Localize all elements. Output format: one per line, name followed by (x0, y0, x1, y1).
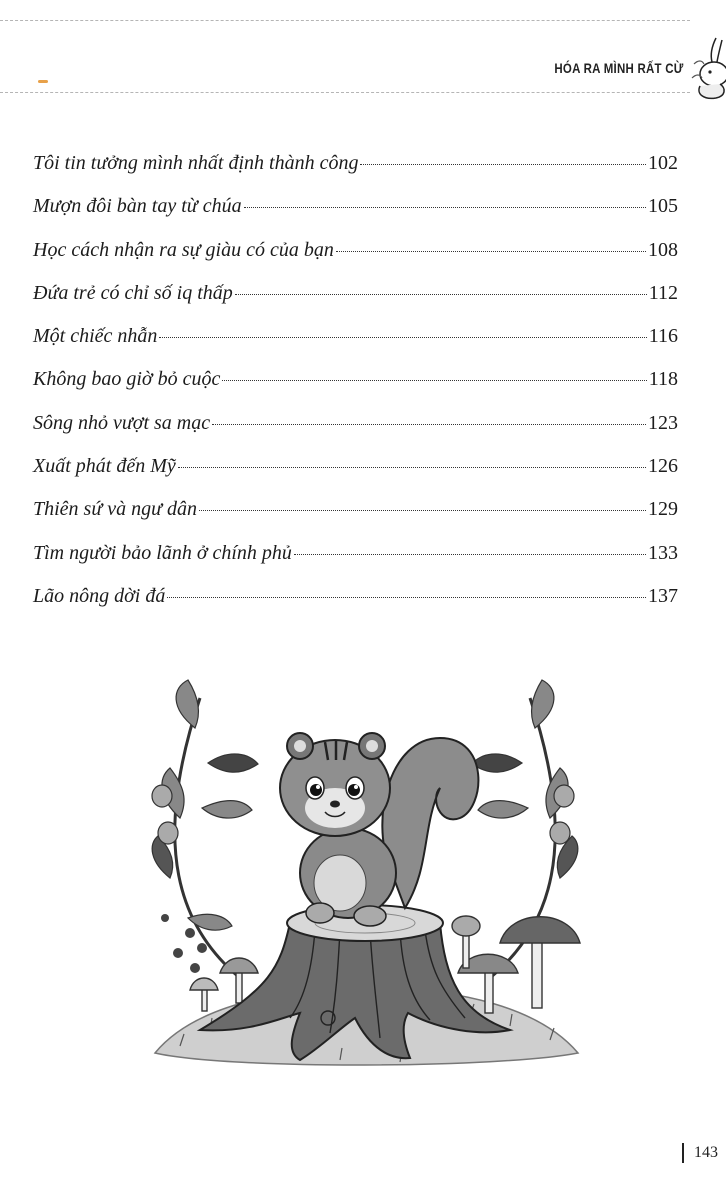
toc-entry (33, 152, 678, 195)
toc-entry-page: 137 (648, 584, 678, 607)
toc-entry-title: Không bao giờ bỏ cuộc (33, 368, 221, 391)
toc-entry (33, 282, 678, 325)
toc-entry (33, 239, 678, 282)
toc-entry-title: Mượn đôi bàn tay từ chúa (33, 195, 242, 218)
folio-divider (682, 1143, 684, 1163)
toc-entry-page: 102 (648, 152, 678, 174)
rabbit-sketch-icon (686, 34, 726, 104)
toc-entry-page: 126 (648, 455, 678, 478)
header-rule-bottom (0, 92, 690, 93)
toc-entry-page: 118 (648, 368, 678, 391)
toc-leader-dots (178, 467, 646, 468)
page-number: 143 (694, 1144, 718, 1161)
toc-entry-page: 105 (648, 195, 678, 218)
toc-entry (33, 325, 678, 368)
toc-entry-title: Một chiếc nhẫn (33, 325, 158, 348)
running-head: HÓA RA MÌNH RẤT CỪ (554, 60, 684, 76)
toc-leader-dots (212, 424, 646, 425)
toc-leader-dots (294, 554, 646, 555)
header-rule-top (0, 20, 690, 21)
toc-entry (33, 368, 678, 411)
toc-entry-page: 133 (648, 541, 678, 564)
toc-leader-dots (235, 294, 647, 295)
toc-entry (33, 412, 678, 455)
toc-entry (33, 585, 678, 628)
toc-entry (33, 498, 678, 541)
toc-entry-page: 112 (648, 281, 678, 304)
toc-leader-dots (222, 380, 646, 381)
toc-entry-title: Đứa trẻ có chỉ số iq thấp (33, 281, 233, 304)
toc-entry-page: 123 (648, 411, 678, 434)
toc-entry-title: Thiên sứ và ngư dân (33, 498, 198, 521)
toc-leader-dots (167, 597, 646, 598)
toc-entry-title: Học cách nhận ra sự giàu có của bạn (33, 238, 334, 261)
toc-entry-title: Sông nhỏ vượt sa mạc (33, 411, 211, 434)
toc-leader-dots (159, 337, 646, 338)
toc-leader-dots (244, 207, 646, 208)
toc-leader-dots (199, 510, 646, 511)
toc-entry (33, 455, 678, 498)
toc-leader-dots (360, 164, 646, 165)
squirrel-on-stump-illustration (140, 668, 590, 1098)
toc-entry (33, 195, 678, 238)
toc-entry-page: 116 (648, 325, 678, 348)
table-of-contents (33, 152, 678, 628)
toc-entry-title: Lão nông dời đá (33, 584, 166, 607)
toc-leader-dots (336, 251, 646, 252)
toc-entry-title: Xuất phát đến Mỹ (33, 455, 176, 478)
accent-mark (38, 80, 48, 83)
toc-entry (33, 542, 678, 585)
toc-entry-title: Tìm người bảo lãnh ở chính phủ (33, 541, 292, 564)
toc-entry-page: 108 (648, 238, 678, 261)
toc-entry-page: 129 (648, 498, 678, 521)
toc-entry-title: Tôi tin tưởng mình nhất định thành công (33, 152, 359, 174)
